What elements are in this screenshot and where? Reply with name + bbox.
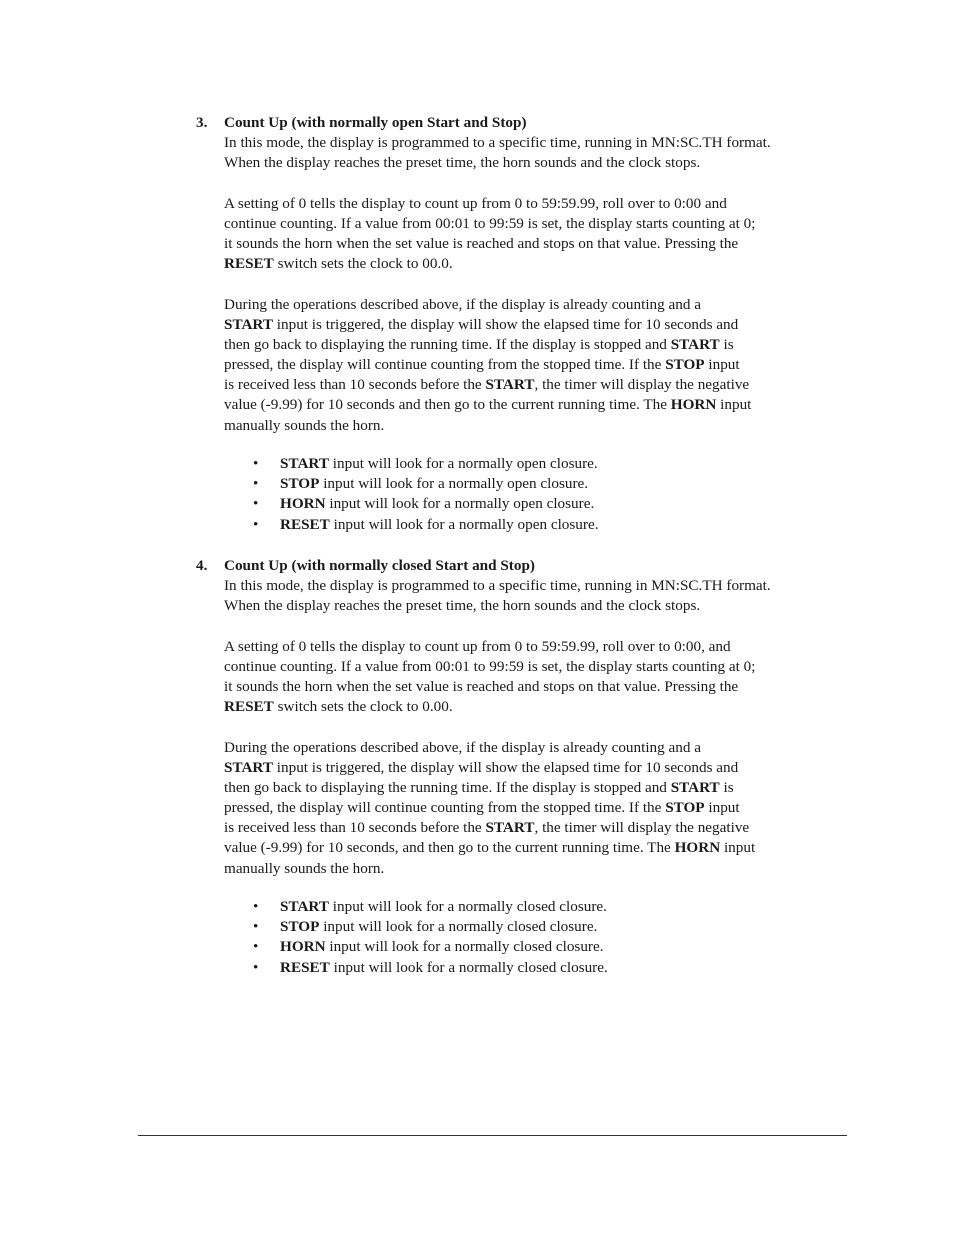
- paragraph-line: During the operations described above, if the display is already counting and a: [224, 295, 701, 313]
- bullet-list: [224, 897, 856, 978]
- section-heading: [196, 556, 856, 576]
- paragraph-line: it sounds the horn when the set value is reached and stops on that value. Pressing the: [224, 234, 739, 252]
- keyword: START: [670, 335, 720, 353]
- bullet-icon: •: [253, 495, 259, 513]
- keyword: HORN: [280, 938, 326, 956]
- list-item: • START input will look for a normally open closure.: [224, 454, 856, 474]
- paragraph-line: pressed, the display will continue counting from the stopped time. If the STOP input: [224, 799, 740, 817]
- list-item: • HORN input will look for a normally closed closure.: [224, 937, 856, 957]
- footer-rule: [138, 1135, 847, 1136]
- paragraph-line: value (-9.99) for 10 seconds and then go to the current running time. The HORN input: [224, 396, 752, 414]
- keyword: STOP: [665, 799, 705, 817]
- keyword: STOP: [280, 918, 320, 936]
- keyword: START: [280, 897, 329, 915]
- section-heading: [196, 113, 856, 133]
- section-number: 4.: [196, 557, 208, 574]
- paragraph-line: continue counting. If a value from 00:01 to 99:59 is set, the display starts counting at 0;: [224, 657, 756, 675]
- keyword: HORN: [280, 495, 326, 513]
- keyword: START: [224, 758, 273, 776]
- keyword: HORN: [670, 396, 717, 414]
- paragraph-line: manually sounds the horn.: [224, 416, 385, 434]
- section-body: [224, 576, 856, 879]
- keyword: START: [280, 454, 329, 472]
- intro-line: In this mode, the display is programmed to a specific time, running in MN:SC.TH format.: [224, 577, 771, 594]
- intro-line: In this mode, the display is programmed to a specific time, running in MN:SC.TH format.: [224, 134, 771, 151]
- paragraph-line: manually sounds the horn.: [224, 859, 385, 877]
- section-count-up-open: [196, 113, 856, 535]
- bullet-icon: •: [253, 918, 259, 936]
- keyword: RESET: [224, 698, 274, 716]
- keyword: RESET: [224, 255, 274, 273]
- bullet-icon: •: [253, 515, 259, 533]
- section-body: [224, 133, 856, 436]
- paragraph-line: START input is triggered, the display will show the elapsed time for 10 seconds and: [224, 315, 739, 333]
- keyword: STOP: [280, 475, 320, 493]
- list-item: • STOP input will look for a normally open closure.: [224, 474, 856, 494]
- paragraph-line: continue counting. If a value from 00:01 to 99:59 is set, the display starts counting at 0;: [224, 214, 756, 232]
- paragraph-line: pressed, the display will continue counting from the stopped time. If the STOP input: [224, 356, 740, 374]
- paragraph-line: is received less than 10 seconds before the START, the timer will display the negative: [224, 819, 750, 837]
- keyword: STOP: [665, 356, 705, 374]
- list-item: • RESET input will look for a normally open closure.: [224, 515, 856, 535]
- intro-line: When the display reaches the preset time, the horn sounds and the clock stops.: [224, 597, 701, 615]
- bullet-icon: •: [253, 958, 259, 976]
- keyword: HORN: [674, 839, 721, 857]
- bullet-icon: •: [253, 454, 259, 472]
- keyword: START: [485, 376, 535, 394]
- paragraph-line: then go back to displaying the running time. If the display is stopped and START is: [224, 778, 734, 796]
- paragraph-line: value (-9.99) for 10 seconds, and then go to the current running time. The HORN input: [224, 839, 756, 857]
- section-title: Count Up (with normally closed Start and Stop): [224, 557, 535, 574]
- list-item: • HORN input will look for a normally open closure.: [224, 494, 856, 514]
- section-count-up-closed: [196, 556, 856, 978]
- bullet-icon: •: [253, 938, 259, 956]
- paragraph-line: During the operations described above, if the display is already counting and a: [224, 738, 701, 756]
- bullet-list: [224, 454, 856, 535]
- list-item: • STOP input will look for a normally closed closure.: [224, 917, 856, 937]
- section-title: Count Up (with normally open Start and Stop): [224, 114, 527, 131]
- paragraph-line: A setting of 0 tells the display to count up from 0 to 59:59.99, roll over to 0:00 and: [224, 194, 727, 212]
- paragraph-line: it sounds the horn when the set value is reached and stops on that value. Pressing the: [224, 677, 739, 695]
- keyword: RESET: [280, 958, 330, 976]
- paragraph-line: RESET switch sets the clock to 00.0.: [224, 255, 453, 273]
- paragraph-line: START input is triggered, the display will show the elapsed time for 10 seconds and: [224, 758, 739, 776]
- paragraph-line: is received less than 10 seconds before the START, the timer will display the negative: [224, 376, 750, 394]
- paragraph-line: A setting of 0 tells the display to count up from 0 to 59:59.99, roll over to 0:00, and: [224, 637, 731, 655]
- paragraph-line: then go back to displaying the running time. If the display is stopped and START is: [224, 335, 734, 353]
- bullet-icon: •: [253, 475, 259, 493]
- keyword: RESET: [280, 515, 330, 533]
- list-item: • START input will look for a normally closed closure.: [224, 897, 856, 917]
- keyword: START: [670, 778, 720, 796]
- list-item: • RESET input will look for a normally closed closure.: [224, 958, 856, 978]
- keyword: START: [485, 819, 535, 837]
- intro-line: When the display reaches the preset time, the horn sounds and the clock stops.: [224, 154, 701, 172]
- section-number: 3.: [196, 114, 208, 131]
- keyword: START: [224, 315, 273, 333]
- paragraph-line: RESET switch sets the clock to 0.00.: [224, 698, 453, 716]
- bullet-icon: •: [253, 897, 259, 915]
